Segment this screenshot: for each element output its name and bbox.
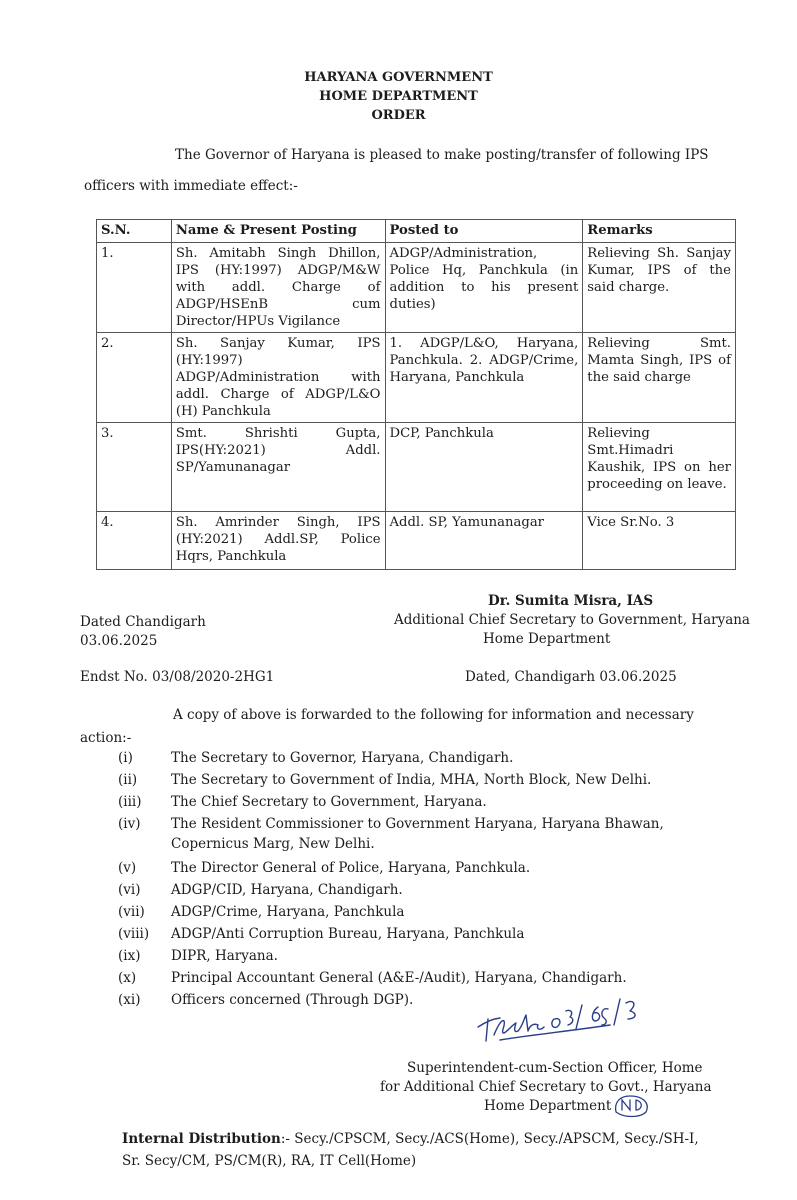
cell-posted: 1. ADGP/L&O, Haryana, Panchkula. 2. ADGP/Crime, Haryana, Panchkula [385, 333, 583, 423]
list-item [118, 750, 513, 766]
list-item-number: (vi) [118, 882, 141, 898]
cell-remarks: Relieving Sh. Sanjay Kumar, IPS of the said charge. [583, 243, 736, 333]
list-item-number: (iv) [118, 816, 141, 832]
signatory-designation-2: Home Department [483, 631, 611, 647]
cell-remarks: Relieving Smt.Himadri Kaushik, IPS on her proceeding on leave. [583, 423, 736, 512]
list-item-text: ADGP/Anti Corruption Bureau, Haryana, Panchkula [171, 926, 525, 942]
list-item-number: (ix) [118, 948, 141, 964]
list-item [118, 860, 530, 876]
forward-line-2: action:- [80, 730, 132, 746]
list-item-text: The Secretary to Governor, Haryana, Chandigarh. [171, 750, 514, 766]
cell-name: Smt. Shrishti Gupta, IPS(HY:2021) Addl. SP/Yamunanagar [171, 423, 385, 512]
cell-name: Sh. Amrinder Singh, IPS (HY:2021) Addl.SP, Police Hqrs, Panchkula [171, 512, 385, 570]
header-department: HOME DEPARTMENT [319, 89, 478, 104]
list-item [118, 794, 487, 810]
table-header-row [97, 220, 736, 243]
list-item-number: (vii) [118, 904, 145, 920]
header-government: HARYANA GOVERNMENT [304, 70, 493, 85]
list-item-number: (ii) [118, 772, 138, 788]
cell-posted: DCP, Panchkula [385, 423, 583, 512]
list-item [118, 970, 627, 986]
list-item-text: The Resident Commissioner to Government Haryana, Haryana Bhawan, [171, 816, 664, 832]
column-header-posted: Posted to [385, 220, 583, 243]
list-item-continuation: Copernicus Marg, New Delhi. [171, 836, 375, 852]
dated-label: Dated Chandigarh [80, 614, 206, 630]
list-item [118, 948, 278, 964]
cell-name: Sh. Sanjay Kumar, IPS (HY:1997) ADGP/Administration with addl. Charge of ADGP/L&O (H) Panchkula [171, 333, 385, 423]
signatory-name: Dr. Sumita Misra, IAS [488, 593, 654, 609]
column-header-remarks: Remarks [583, 220, 736, 243]
internal-distribution-label: Internal Distribution [122, 1131, 281, 1147]
table-row [97, 512, 736, 570]
handwritten-signature [470, 985, 670, 1055]
forward-line-1: A copy of above is forwarded to the following for information and necessary [173, 707, 694, 723]
list-item-text: The Director General of Police, Haryana, Panchkula. [171, 860, 531, 876]
endst-number: Endst No. 03/08/2020-2HG1 [80, 669, 275, 685]
list-item [118, 992, 413, 1008]
footer-sign-line-1: Superintendent-cum-Section Officer, Home [407, 1060, 703, 1076]
list-item-text: Officers concerned (Through DGP). [171, 992, 414, 1008]
cell-posted: ADGP/Administration, Police Hq, Panchkula (in addition to his present duties) [385, 243, 583, 333]
postings-table [96, 219, 736, 570]
table-row [97, 423, 736, 512]
internal-distribution-line-1: :- Secy./CPSCM, Secy./ACS(Home), Secy./APSCM, Secy./SH-I, [280, 1131, 699, 1147]
dated-date: 03.06.2025 [80, 633, 158, 649]
cell-remarks: Relieving Smt. Mamta Singh, IPS of the said charge [583, 333, 736, 423]
list-item-number: (x) [118, 970, 137, 986]
column-header-name: Name & Present Posting [171, 220, 385, 243]
list-item-number: (i) [118, 750, 133, 766]
list-item-text: The Chief Secretary to Government, Haryana. [171, 794, 487, 810]
header-order: ORDER [371, 108, 426, 123]
cell-sn: 4. [97, 512, 172, 570]
column-header-sn: S.N. [97, 220, 172, 243]
list-item [118, 904, 404, 920]
footer-sign-line-3: Home Department [484, 1098, 612, 1114]
footer-sign-line-2: for Additional Chief Secretary to Govt., Haryana [380, 1079, 712, 1095]
cell-sn: 2. [97, 333, 172, 423]
intro-line-2: officers with immediate effect:- [84, 178, 298, 194]
list-item-number: (v) [118, 860, 137, 876]
endst-dated: Dated, Chandigarh 03.06.2025 [465, 669, 677, 685]
list-item [118, 882, 403, 898]
table-row [97, 243, 736, 333]
list-item-text: ADGP/Crime, Haryana, Panchkula [171, 904, 405, 920]
intro-line-1: The Governor of Haryana is pleased to make posting/transfer of following IPS [175, 147, 709, 163]
list-item [118, 926, 524, 942]
signatory-designation-1: Additional Chief Secretary to Government, Haryana [394, 612, 750, 628]
list-item-text: DIPR, Haryana. [171, 948, 278, 964]
list-item-number: (xi) [118, 992, 141, 1008]
cell-posted: Addl. SP, Yamunanagar [385, 512, 583, 570]
cell-sn: 1. [97, 243, 172, 333]
internal-distribution [122, 1131, 699, 1147]
table-row [97, 333, 736, 423]
cell-sn: 3. [97, 423, 172, 512]
list-item-number: (iii) [118, 794, 142, 810]
list-item-text: ADGP/CID, Haryana, Chandigarh. [171, 882, 403, 898]
list-item-number: (viii) [118, 926, 150, 942]
list-item-text: The Secretary to Government of India, MHA, North Block, New Delhi. [171, 772, 652, 788]
list-item-text: Principal Accountant General (A&E-/Audit), Haryana, Chandigarh. [171, 970, 627, 986]
cell-name: Sh. Amitabh Singh Dhillon, IPS (HY:1997) ADGP/M&W with addl. Charge of ADGP/HSEnB cum Director/HPUs Vigilance [171, 243, 385, 333]
list-item [118, 816, 664, 832]
cell-remarks: Vice Sr.No. 3 [583, 512, 736, 570]
list-item [118, 772, 651, 788]
internal-distribution-line-2: Sr. Secy/CM, PS/CM(R), RA, IT Cell(Home) [122, 1153, 417, 1169]
